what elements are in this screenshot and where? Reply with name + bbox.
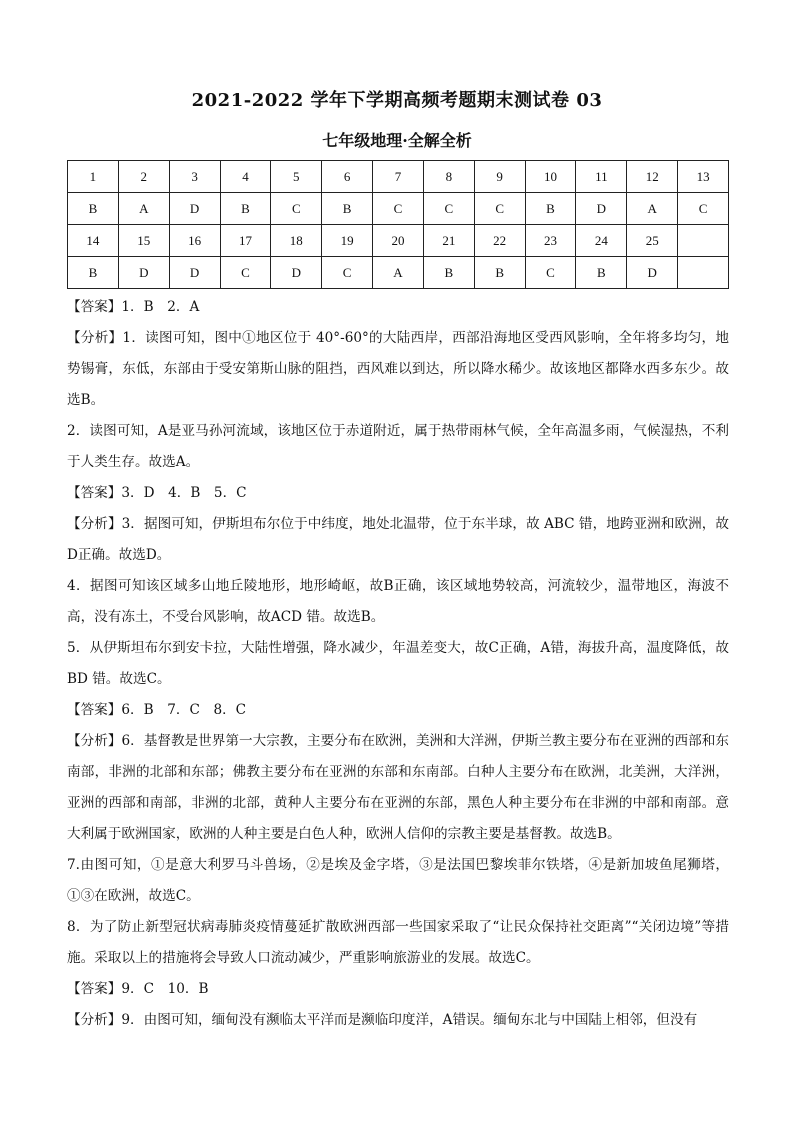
answer-cell: D (169, 193, 220, 225)
answer-cell: B (474, 257, 525, 289)
question-number-cell: 15 (118, 225, 169, 257)
answer-line: 【答案】9．C 10．B (67, 981, 209, 997)
question-number-cell: 22 (474, 225, 525, 257)
analysis-body (67, 292, 729, 1036)
answer-cell: B (220, 193, 271, 225)
answer-cell: B (576, 257, 627, 289)
question-number-cell: 5 (271, 161, 322, 193)
answer-cell: D (118, 257, 169, 289)
analysis-paragraph: 7.由图可知，①是意大利罗马斗兽场，②是埃及金字塔，③是法国巴黎埃菲尔铁塔，④是新加坡鱼尾狮塔，①③在欧洲，故选C。 (67, 857, 729, 904)
question-number-cell: 23 (525, 225, 576, 257)
answer-table (67, 160, 729, 289)
question-number-cell: 12 (627, 161, 678, 193)
table-row (68, 225, 729, 257)
question-number-cell: 18 (271, 225, 322, 257)
question-number-cell: 2 (118, 161, 169, 193)
answer-cell: A (373, 257, 424, 289)
answer-cell: C (271, 193, 322, 225)
table-row (68, 193, 729, 225)
table-row (68, 257, 729, 289)
answer-cell: C (322, 257, 373, 289)
answer-cell: A (627, 193, 678, 225)
answer-cell: C (423, 193, 474, 225)
answer-line: 【答案】6．B 7．C 8．C (67, 702, 247, 718)
analysis-paragraph: 【分析】6．基督教是世界第一大宗教，主要分布在欧洲，美洲和大洋洲，伊斯兰教主要分布在亚洲的西部和东南部，非洲的北部和东部；佛教主要分布在亚洲的东部和东南部。白种人主要分布在欧洲，北美洲，大洋洲，亚洲的西部和南部，非洲的北部，黄种人主要分布在亚洲的东部，黑色人种主要分布在非洲的中部和南部。意大利属于欧洲国家，欧洲的人种主要是白色人种，欧洲人信仰的宗教主要是基督教。故选B。 (67, 733, 729, 842)
answer-cell: B (423, 257, 474, 289)
question-number-cell: 8 (423, 161, 474, 193)
analysis-paragraph: 2．读图可知，A是亚马孙河流域，该地区位于赤道附近，属于热带雨林气候，全年高温多雨，气候湿热，不利于人类生存。故选A。 (67, 423, 729, 470)
question-number-cell: 24 (576, 225, 627, 257)
answer-cell: C (474, 193, 525, 225)
analysis-paragraph: 【分析】1．读图可知，图中①地区位于 40°-60°的大陆西岸，西部沿海地区受西风影响，全年将多均匀，地势锡膏，东低，东部由于受安第斯山脉的阻挡，西风难以到达，所以降水稀少。故该地区都降水西多东少。故选B。 (67, 330, 729, 408)
answer-line: 【答案】1．B 2．A (67, 299, 200, 315)
answer-cell: A (118, 193, 169, 225)
question-number-cell: 10 (525, 161, 576, 193)
page-title: 2021-2022 学年下学期高频考题期末测试卷 03 (191, 90, 603, 111)
page-subtitle: 七年级地理·全解全析 (322, 131, 472, 150)
analysis-paragraph: 4．据图可知该区域多山地丘陵地形，地形崎岖，故B正确，该区域地势较高，河流较少，温带地区，海波不高，没有冻土，不受台风影响，故ACD 错。故选B。 (67, 578, 729, 625)
question-number-cell: 19 (322, 225, 373, 257)
answer-cell (678, 257, 729, 289)
question-number-cell: 14 (68, 225, 119, 257)
answer-line: 【答案】3．D 4．B 5．C (67, 485, 247, 501)
answer-cell: B (68, 193, 119, 225)
analysis-paragraph: 8．为了防止新型冠状病毒肺炎疫情蔓延扩散欧洲西部一些国家采取了“让民众保持社交距离”“关闭边境”等措施。采取以上的措施将会导致人口流动减少，严重影响旅游业的发展。故选C。 (67, 919, 729, 966)
question-number-cell: 6 (322, 161, 373, 193)
question-number-cell: 21 (423, 225, 474, 257)
answer-cell: D (169, 257, 220, 289)
question-number-cell: 9 (474, 161, 525, 193)
answer-cell: B (525, 193, 576, 225)
answer-cell: C (373, 193, 424, 225)
question-number-cell (678, 225, 729, 257)
answer-cell: B (322, 193, 373, 225)
question-number-cell: 25 (627, 225, 678, 257)
answer-cell: C (220, 257, 271, 289)
analysis-paragraph: 5．从伊斯坦布尔到安卡拉，大陆性增强，降水减少，年温差变大，故C正确，A错，海拔升高，温度降低，故BD 错。故选C。 (67, 640, 729, 687)
question-number-cell: 13 (678, 161, 729, 193)
question-number-cell: 3 (169, 161, 220, 193)
question-number-cell: 20 (373, 225, 424, 257)
answer-cell: C (678, 193, 729, 225)
answer-cell: C (525, 257, 576, 289)
question-number-cell: 11 (576, 161, 627, 193)
answer-cell: D (271, 257, 322, 289)
table-row (68, 161, 729, 193)
question-number-cell: 4 (220, 161, 271, 193)
question-number-cell: 17 (220, 225, 271, 257)
question-number-cell: 7 (373, 161, 424, 193)
answer-cell: D (627, 257, 678, 289)
analysis-paragraph: 【分析】3．据图可知，伊斯坦布尔位于中纬度，地处北温带，位于东半球，故 ABC 错，地跨亚洲和欧洲，故D正确。故选D。 (67, 516, 729, 563)
answer-cell: B (68, 257, 119, 289)
question-number-cell: 16 (169, 225, 220, 257)
analysis-paragraph: 【分析】9．由图可知，缅甸没有濒临太平洋而是濒临印度洋，A错误。缅甸东北与中国陆上相邻，但没有 (67, 1012, 698, 1028)
question-number-cell: 1 (68, 161, 119, 193)
answer-cell: D (576, 193, 627, 225)
